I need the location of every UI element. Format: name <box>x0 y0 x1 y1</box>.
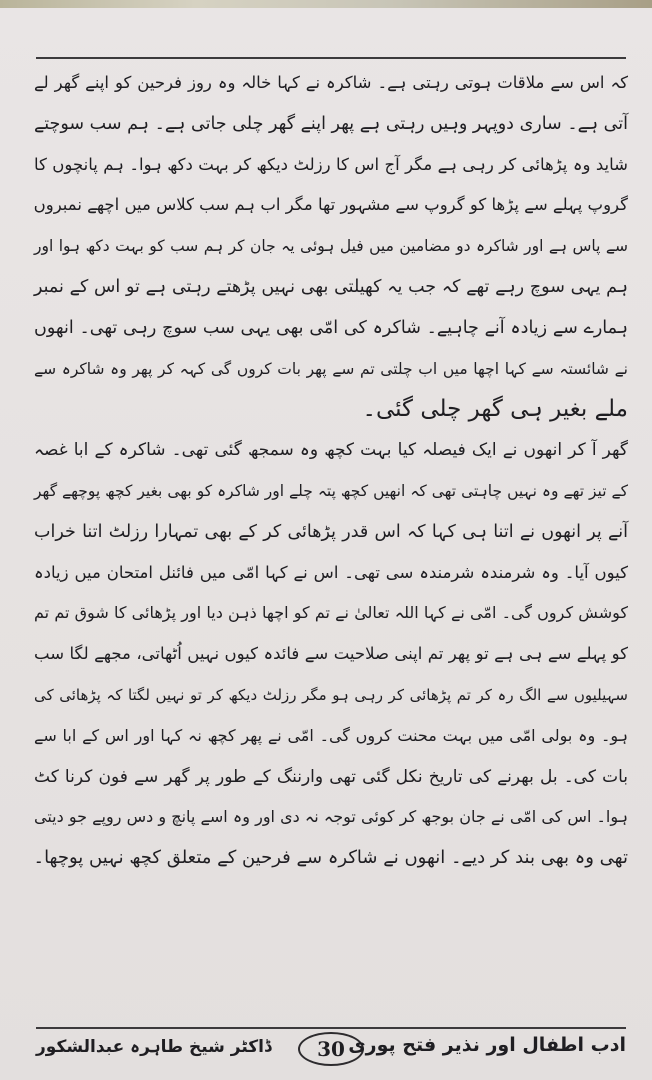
body-text <box>34 63 628 879</box>
page-top-edge <box>0 0 652 8</box>
text-line: ہمارے سے زیادہ آنے چاہیے۔ شاکرہ کی امّی بھی یہی سب سوچ رہی تھی۔ انھوں <box>34 317 628 338</box>
text-line: گھر آ کر انھوں نے ایک فیصلہ کیا بہت کچھ وہ سمجھ گئی تھی۔ شاکرہ کے ابا غصہ <box>34 440 628 461</box>
text-line: تھی وہ بھی بند کر دیے۔ انھوں نے شاکرہ سے فرحین کے متعلق کچھ نہیں پوچھا۔ <box>33 847 628 869</box>
text-line: کو پہلے سے ہی ہے تو پھر تم اپنی صلاحیت سے فائدہ کیوں نہیں اُٹھاتی، مجھے لگا سب <box>34 644 628 664</box>
text-line: نے شائستہ سے کہا اچھا میں اب چلتی تم سے پھر بات کروں گی کہہ کر پھر وہ شاکرہ سے <box>34 359 628 378</box>
page-footer <box>36 1030 626 1070</box>
text-line: آتی ہے۔ ساری دوپہر وہیں رہتی ہے پھر اپنے گھر چلی جاتی ہے۔ ہم سب سوچتے <box>34 113 628 134</box>
text-line: شاید وہ پڑھائی کر رہی ہے مگر آج اس کا رزلٹ دیکھ کر بہت دکھ ہوا۔ ہم پانچوں کا <box>34 154 628 174</box>
text-line: ہو۔ وہ بولی امّی میں بہت محنت کروں گی۔ امّی نے پھر کچھ نہ کہا اور اس کے ابا سے <box>34 725 628 745</box>
top-rule <box>36 57 626 59</box>
text-line: ہم یہی سوچ رہے تھے کہ جب یہ کھیلتی بھی نہیں پڑھتے رہتی ہے تو اس کے نمبر <box>34 276 628 297</box>
text-line: سہیلیوں سے الگ رہ کر تم پڑھائی کر رہی ہو مگر رزلٹ دیکھ کر تو نہیں لگتا کہ پڑھائی کی <box>34 685 628 704</box>
text-line: کے تیز تھے وہ نہیں چاہتی تھی کہ انھیں کچھ پتہ چلے اور شاکرہ کو بھی بغیر کچھ پوچھے گھر <box>34 481 628 500</box>
page-number: 30 <box>298 1032 364 1066</box>
text-line: بات کی۔ بل بھرنے کی تاریخ نکل گئی تھی وارننگ کے طور پر گھر سے فون کرنا کٹ <box>34 766 628 787</box>
text-line: کہ اس سے ملاقات ہوتی رہتی ہے۔ شاکرہ نے کہا خالہ وہ روز فرحین کو اپنے گھر لے <box>34 73 628 92</box>
bottom-rule <box>36 1027 626 1029</box>
footer-author: ڈاکٹر شیخ طاہرہ عبدالشکور <box>36 1037 272 1057</box>
text-line: سے پاس ہے اور شاکرہ دو مضامین میں فیل ہوئی یہ جان کر ہم سب کو بہت دکھ ہوا اور <box>34 237 628 256</box>
text-line: کیوں آیا۔ وہ شرمندہ شرمندہ سی تھی۔ اس نے کہا امّی میں فائنل امتحان میں زیادہ <box>34 562 628 582</box>
footer-book-title: ادب اطفال اور نذیر فتح پوری <box>348 1034 626 1056</box>
text-line: کوشش کروں گی۔ امّی نے کہا اللہ تعالیٰ نے تم کو اچھا ذہن دیا اور پڑھائی کا شوق تم تم <box>34 603 628 623</box>
text-line: گروپ پہلے سے پڑھا کو گروپ سے مشہور تھا مگر اب ہم سب کلاس میں اچھے نمبروں <box>33 195 628 215</box>
text-line: آنے پر انھوں نے اتنا ہی کہا کہ اس قدر پڑھائی کر کے بھی تمہارا رزلٹ اتنا خراب <box>34 521 628 542</box>
text-line: ہوا۔ اس کی امّی نے جان بوجھ کر کوئی توجہ نہ دی اور وہ اسے پانچ و دس روپے جو دیتی <box>34 807 628 827</box>
text-line: ملے بغیر ہی گھر چلی گئی۔ <box>362 396 628 423</box>
